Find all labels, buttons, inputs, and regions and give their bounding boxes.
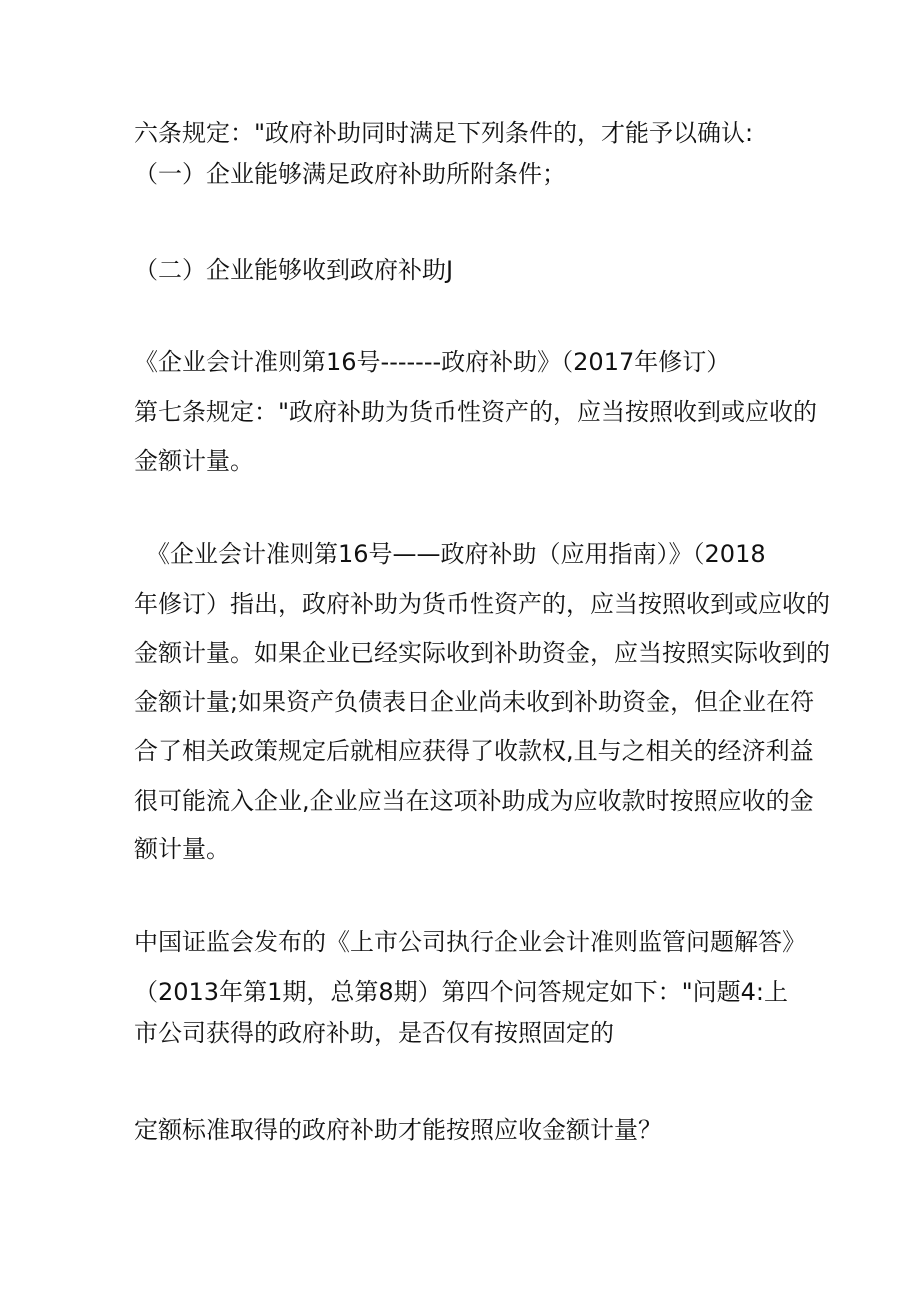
- text-line: 金额计量;如果资产负债表日企业尚未收到补助资金，但企业在符: [134, 688, 815, 716]
- text-line: 年修订）指出，政府补助为货币性资产的，应当按照收到或应收的: [134, 590, 830, 618]
- text-line: （二）企业能够收到政府补助J: [134, 256, 454, 284]
- text-line: 中国证监会发布的《上市公司执行企业会计准则监管问题解答》: [134, 928, 806, 956]
- text-line: 《企业会计准则第16号-------政府补助》（2017年修订）: [134, 348, 731, 376]
- text-line: 很可能流入企业,企业应当在这项补助成为应收款时按照应收的金: [134, 787, 814, 815]
- text-line: 《企业会计准则第16号——政府补助（应用指南）》（2018: [146, 540, 766, 568]
- text-line: 额计量。: [134, 835, 230, 863]
- text-line: 市公司获得的政府补助，是否仅有按照固定的: [134, 1019, 614, 1047]
- text-line: 第七条规定："政府补助为货币性资产的，应当按照收到或应收的: [134, 398, 818, 426]
- text-line: 合了相关政策规定后就相应获得了收款权,且与之相关的经济利益: [134, 737, 814, 765]
- text-line: 金额计量。: [134, 447, 254, 475]
- text-line: 定额标准取得的政府补助才能按照应收金额计量？: [134, 1116, 662, 1144]
- text-line: （一）企业能够满足政府补助所附条件；: [134, 160, 566, 188]
- text-line: （2013年第1期，总第8期）第四个问答规定如下："问题4:上: [134, 978, 789, 1006]
- text-line: 金额计量。如果企业已经实际收到补助资金，应当按照实际收到的: [134, 639, 830, 667]
- text-line: 六条规定："政府补助同时满足下列条件的，才能予以确认:: [134, 119, 754, 147]
